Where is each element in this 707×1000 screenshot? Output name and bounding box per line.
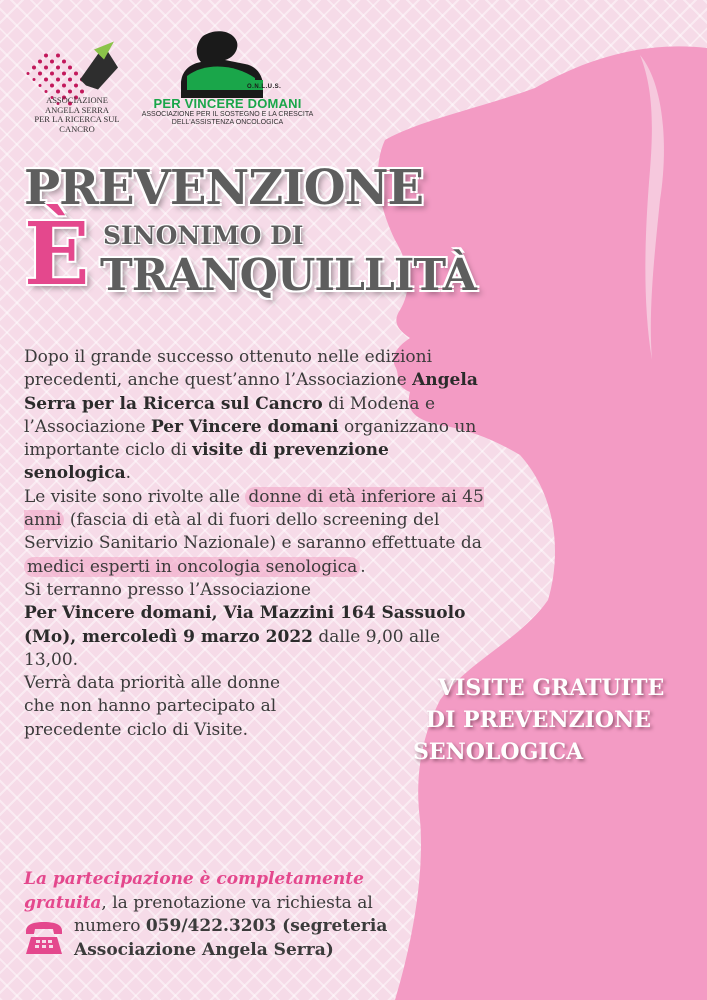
- side-banner-line: DI PREVENZIONE: [426, 707, 651, 733]
- per-vincere-domani-name: PER VINCERE DOMANI: [153, 96, 302, 111]
- text: Dopo il grande successo ottenuto nelle edizioni precedenti, anche quest’anno l’Associazione: [24, 347, 433, 391]
- paragraph-eligibility: [24, 486, 494, 579]
- logo1-line: ASSOCIAZIONE: [46, 95, 108, 105]
- side-banner: [413, 672, 683, 768]
- phone-number: 059/422.3203 (segreteria Associazione Angela Serra): [74, 916, 388, 960]
- logo1-line: CANCRO: [59, 123, 95, 134]
- text: dalle 9,00 alle 13,00.: [24, 626, 441, 670]
- subtitle-line: DELL'ASSISTENZA ONCOLOGICA: [171, 119, 284, 126]
- highlight-age: donne di età inferiore ai 45 anni: [24, 486, 484, 531]
- location-date: Per Vincere domani, Via Mazzini 164 Sassuolo (Mo), mercoledì 9 marzo 2022: [24, 603, 466, 647]
- telephone-icon: [22, 919, 66, 957]
- text: Le visite sono rivolte alle: [24, 486, 246, 507]
- headline-e: È: [24, 204, 90, 305]
- headline-sinonimo: SINONIMO DI: [103, 221, 304, 250]
- paragraph-intro: [24, 346, 494, 486]
- phone-line: [24, 915, 424, 962]
- text: Si terranno presso l’Associazione: [24, 579, 311, 600]
- free-participation: La partecipazione è completamente gratuita: [24, 869, 364, 913]
- per-vincere-domani-subtitle: [140, 111, 315, 127]
- onlus-label: O.N.L.U.S.: [247, 84, 282, 90]
- text: .: [360, 556, 366, 577]
- footer-text: [24, 868, 424, 962]
- text: numero: [74, 916, 146, 936]
- side-banner-line: SENOLOGICA: [413, 739, 584, 765]
- headline-tranquillita: TRANQUILLITÀ: [100, 250, 476, 301]
- angela-serra-logo-text: [22, 96, 132, 134]
- text: (fascia di età al di fuori dello screening del Servizio Sanitario Nazionale) e saranno effettuate da: [24, 510, 482, 554]
- logo1-line: ANGELA SERRA: [45, 104, 109, 115]
- paragraph-priority: Verrà data priorità alle donne che non hanno partecipato al precedente ciclo di Visite.: [24, 673, 281, 740]
- side-banner-line: VISITE GRATUITE: [438, 675, 665, 701]
- association-name: Per Vincere domani: [150, 416, 339, 437]
- text: di Modena e l’Associazione: [24, 393, 436, 437]
- headline-prevenzione: PREVENZIONE: [24, 160, 424, 216]
- association-name: Angela Serra per la Ricerca sul Cancro: [24, 370, 478, 414]
- text: , la prenotazione va richiesta al: [101, 892, 373, 913]
- subtitle-line: ASSOCIAZIONE PER IL SOSTEGNO E LA CRESCITA: [141, 111, 314, 118]
- logo1-line: PER LA RICERCA SUL: [34, 114, 120, 124]
- text: .: [125, 463, 131, 484]
- visit-type: visite di prevenzione senologica: [24, 440, 389, 484]
- highlight-doctors: medici esperti in oncologia senologica: [24, 557, 360, 577]
- paragraph-location: [24, 579, 494, 672]
- text: organizzano un importante ciclo di: [24, 416, 477, 461]
